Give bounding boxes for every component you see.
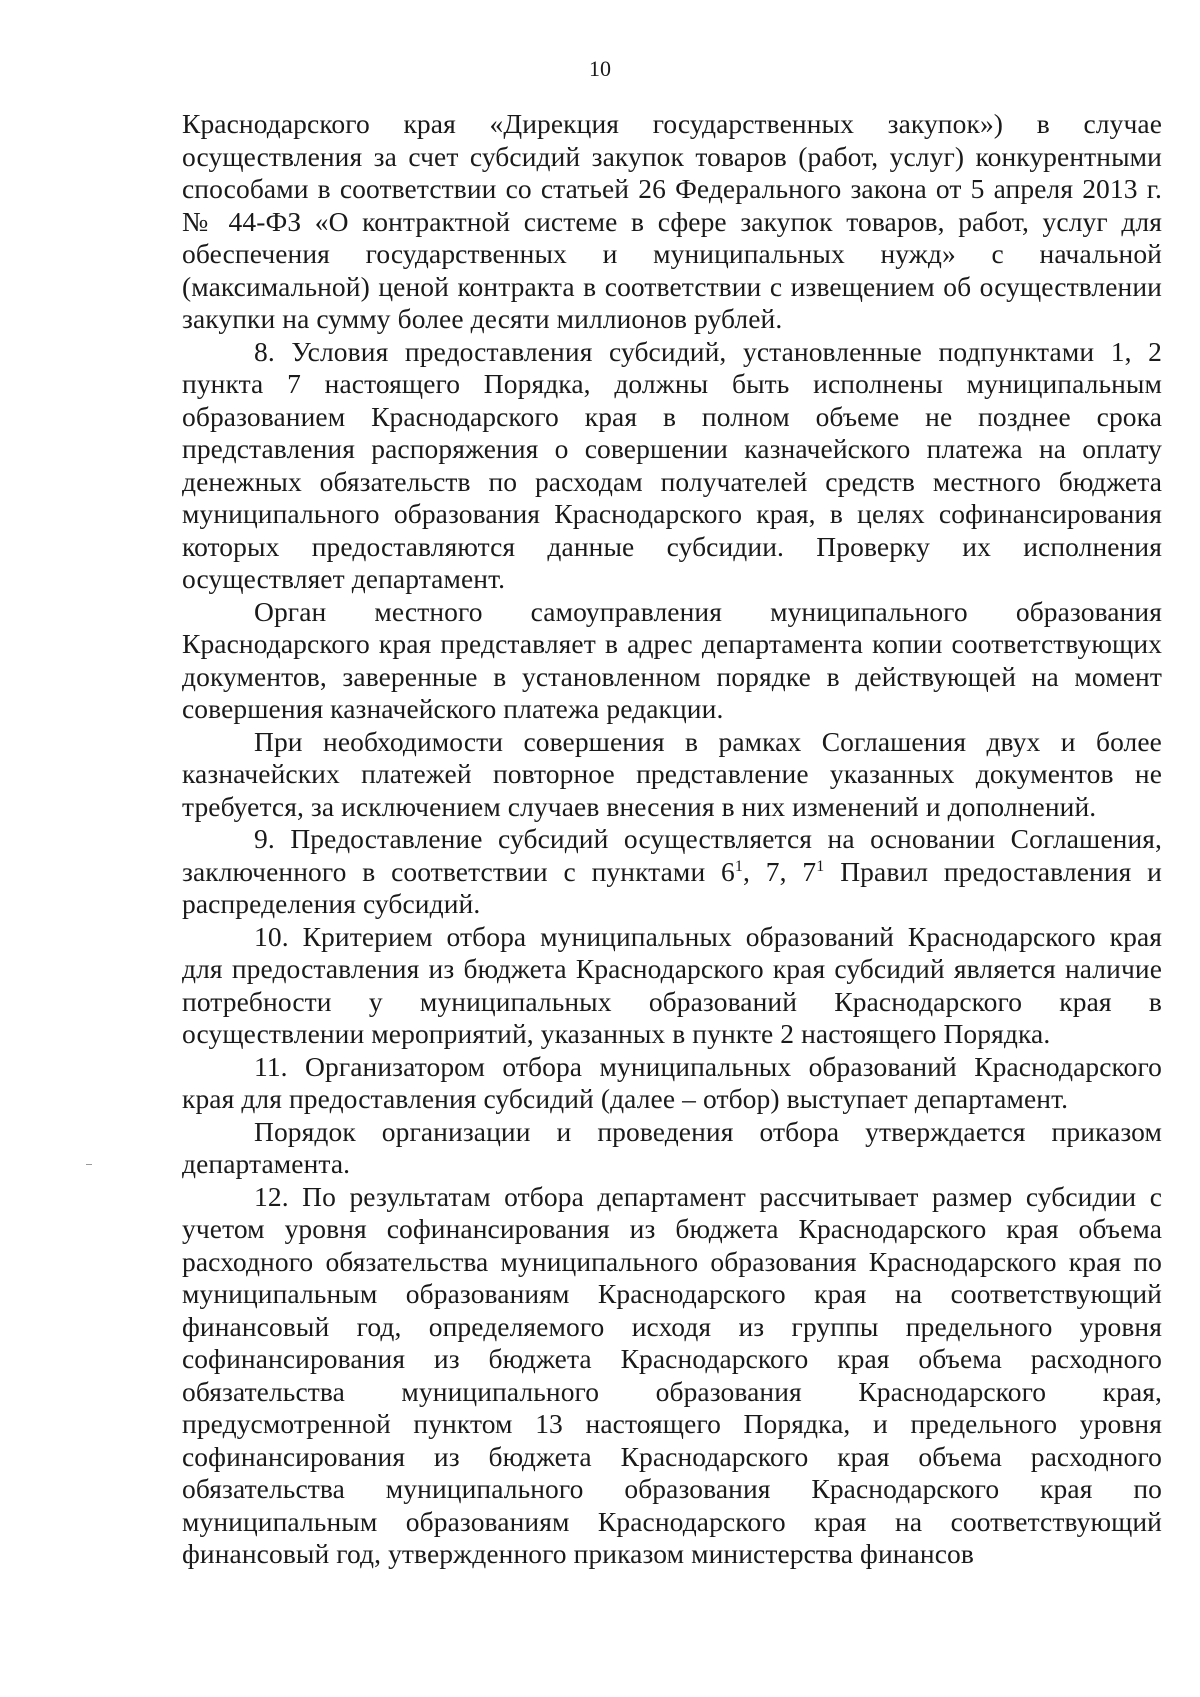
- paragraph-item-9: [182, 823, 1162, 921]
- paragraph-selection-procedure: Порядок организации и проведения отбора утверждается приказом департамента.: [182, 1115, 1162, 1179]
- scan-artifact-mark: [86, 1164, 92, 1165]
- paragraph-item-8: 8. Условия предоставления субсидий, установленные подпунктами 1, 2 пункта 7 настоящего Порядка, должны быть исполнены муниципальным образованием Краснодарского края в полном объеме не позднее срока представления распоряжения о совершении казначейского платежа на оплату денежных обязательств по расходам получателей средств местного бюджета муниципального образования Краснодарского края, в целях софинансирования которых предоставляются данные субсидии. Проверку их исполнения осуществляет департамент.: [182, 335, 1162, 594]
- item-9-text-part-2: , 7, 7: [743, 855, 817, 887]
- item-9-superscript-1: 1: [734, 857, 744, 875]
- item-9-superscript-2: 1: [816, 857, 825, 875]
- document-body: [182, 108, 1162, 1571]
- item-9-text-part-1: 9. Предоставление субсидий осуществляется на основании Соглашения, заключенного в соответствии с пунктами 6: [182, 823, 1162, 887]
- paragraph-continuation: Краснодарского края «Дирекция государственных закупок») в случае осуществления за счет субсидий закупок товаров (работ, услуг) конкурентными способами в соответствии со статьей 26 Федерального закона от 5 апреля 2013 г. № 44-ФЗ «О контрактной системе в сфере закупок товаров, работ, услуг для обеспечения государственных и муниципальных нужд» с начальной (максимальной) ценой контракта в соответствии с извещением об осуществлении закупки на сумму более десяти миллионов рублей.: [182, 108, 1162, 334]
- paragraph-repeat-payments: При необходимости совершения в рамках Соглашения двух и более казначейских платежей повторное представление указанных документов не требуется, за исключением случаев внесения в них изменений и дополнений.: [182, 725, 1162, 822]
- paragraph-item-12: 12. По результатам отбора департамент рассчитывает размер субсидии с учетом уровня софинансирования из бюджета Краснодарского края объема расходного обязательства муниципального образования Краснодарского края по муниципальным образованиям Краснодарского края на соответствующий финансовый год, определяемого исходя из группы предельного уровня софинансирования из бюджета Краснодарского края объема расходного обязательства муниципального образования Краснодарского края, предусмотренной пунктом 13 настоящего Порядка, и предельного уровня софинансирования из бюджета Краснодарского края объема расходного обязательства муниципального образования Краснодарского края по муниципальным образованиям Краснодарского края на соответствующий финансовый год, утвержденного приказом министерства финансов: [182, 1180, 1162, 1569]
- paragraph-item-11: 11. Организатором отбора муниципальных образований Краснодарского края для предоставления субсидий (далее – отбор) выступает департамент.: [182, 1050, 1162, 1114]
- paragraph-organ-documents: Орган местного самоуправления муниципального образования Краснодарского края представляет в адрес департамента копии соответствующих документов, заверенные в установленном порядке в действующей на момент совершения казначейского платежа редакции.: [182, 595, 1162, 724]
- page-number: 10: [589, 56, 611, 81]
- paragraph-item-10: 10. Критерием отбора муниципальных образований Краснодарского края для предоставления из бюджета Краснодарского края субсидий является наличие потребности у муниципальных образований Краснодарского края в осуществлении мероприятий, указанных в пункте 2 настоящего Порядка.: [182, 920, 1162, 1049]
- item-9-text-part-3: Правил предоставления и распределения субсидий.: [182, 855, 1163, 919]
